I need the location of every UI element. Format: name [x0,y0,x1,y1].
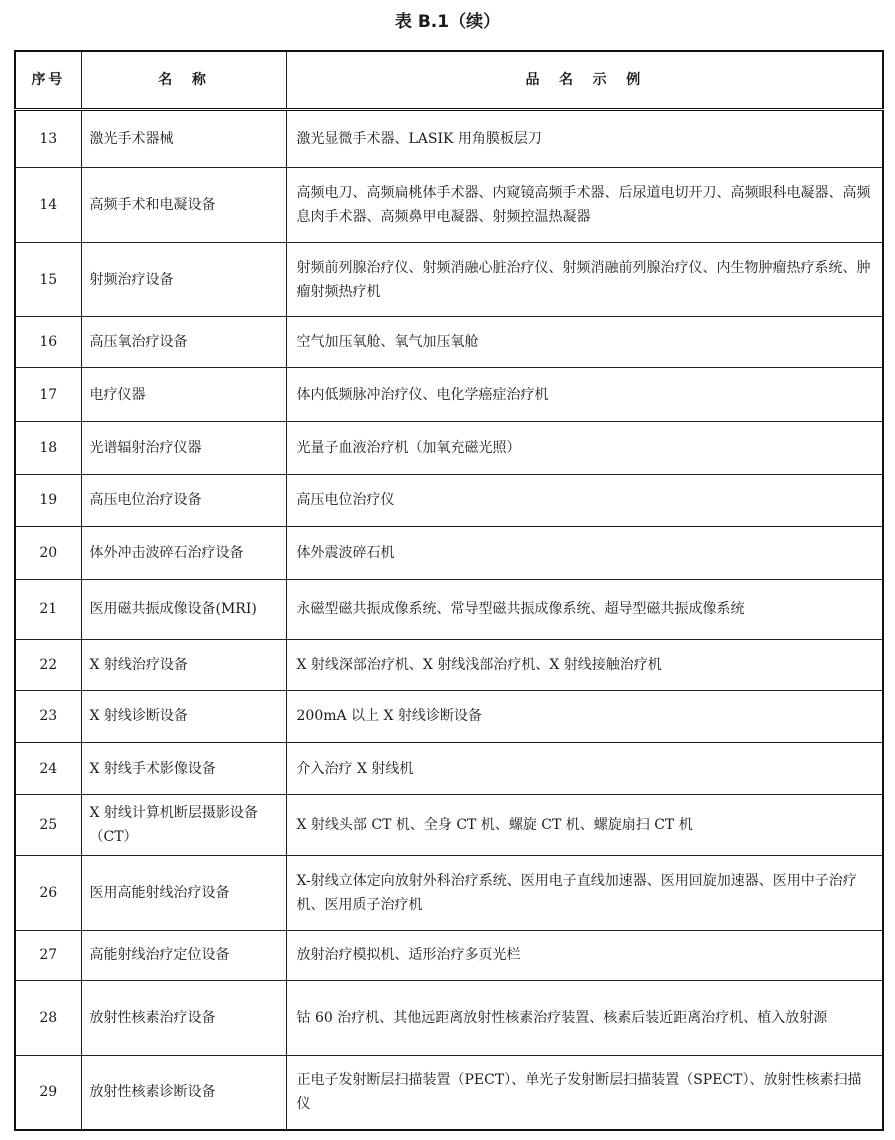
row-index: 14 [15,168,81,243]
table-row [15,474,883,526]
row-name: 高能射线治疗定位设备 [81,930,286,980]
row-name: 高频手术和电凝设备 [81,168,286,243]
table-row [15,795,883,856]
row-name: 放射性核素治疗设备 [81,981,286,1056]
row-name: X 射线诊断设备 [81,690,286,742]
row-index: 24 [15,743,81,795]
row-name: 医用磁共振成像设备(MRI) [81,579,286,640]
table-row [15,422,883,474]
header-name: 名 称 [81,51,286,109]
row-name: 激光手术器械 [81,109,286,168]
row-index: 29 [15,1055,81,1130]
row-name: X 射线治疗设备 [81,640,286,690]
row-examples: 200mA 以上 X 射线诊断设备 [286,690,883,742]
table-row [15,743,883,795]
row-name: 电疗仪器 [81,367,286,421]
table-row [15,856,883,931]
row-name: 高压氧治疗设备 [81,317,286,367]
row-examples: 高频电刀、高频扁桃体手术器、内窥镜高频手术器、后尿道电切开刀、高频眼科电凝器、高频息肉手术器、高频鼻甲电凝器、射频控温热凝器 [286,168,883,243]
row-examples: 激光显微手术器、LASIK 用角膜板层刀 [286,109,883,168]
row-examples: 光量子血液治疗机（加氧充磁光照） [286,422,883,474]
row-name: 射频治疗设备 [81,242,286,317]
header-index: 序号 [15,51,81,109]
row-examples: 高压电位治疗仪 [286,474,883,526]
table-row [15,527,883,579]
row-name: 光谱辐射治疗仪器 [81,422,286,474]
table-row [15,317,883,367]
row-examples: 空气加压氧舱、氧气加压氧舱 [286,317,883,367]
table-row [15,930,883,980]
product-table [14,50,884,1131]
row-index: 15 [15,242,81,317]
row-name: 医用高能射线治疗设备 [81,856,286,931]
row-index: 18 [15,422,81,474]
table-header-row [15,51,883,109]
row-index: 27 [15,930,81,980]
table-row [15,981,883,1056]
row-examples: 永磁型磁共振成像系统、常导型磁共振成像系统、超导型磁共振成像系统 [286,579,883,640]
row-examples: X 射线深部治疗机、X 射线浅部治疗机、X 射线接触治疗机 [286,640,883,690]
row-index: 25 [15,795,81,856]
table-row [15,168,883,243]
row-examples: 钴 60 治疗机、其他远距离放射性核素治疗装置、核素后装近距离治疗机、植入放射源 [286,981,883,1056]
row-index: 23 [15,690,81,742]
table-title: 表 B.1（续） [394,12,501,32]
table-row [15,367,883,421]
row-examples: 放射治疗模拟机、适形治疗多页光栏 [286,930,883,980]
row-index: 26 [15,856,81,931]
row-index: 16 [15,317,81,367]
table-row [15,579,883,640]
header-examples: 品 名 示 例 [286,51,883,109]
row-index: 19 [15,474,81,526]
row-index: 28 [15,981,81,1056]
row-examples: X 射线头部 CT 机、全身 CT 机、螺旋 CT 机、螺旋扇扫 CT 机 [286,795,883,856]
row-examples: 介入治疗 X 射线机 [286,743,883,795]
row-examples: 体内低频脉冲治疗仪、电化学癌症治疗机 [286,367,883,421]
row-name: 放射性核素诊断设备 [81,1055,286,1130]
row-examples: 射频前列腺治疗仪、射频消融心脏治疗仪、射频消融前列腺治疗仪、内生物肿瘤热疗系统、肿瘤射频热疗机 [286,242,883,317]
row-index: 22 [15,640,81,690]
table-row [15,640,883,690]
row-examples: 体外震波碎石机 [286,527,883,579]
row-index: 13 [15,109,81,168]
table-row [15,109,883,168]
row-index: 20 [15,527,81,579]
row-index: 17 [15,367,81,421]
row-examples: 正电子发射断层扫描装置（PECT）、单光子发射断层扫描装置（SPECT）、放射性核素扫描仪 [286,1055,883,1130]
row-name: X 射线手术影像设备 [81,743,286,795]
table-row [15,1055,883,1130]
row-name: 高压电位治疗设备 [81,474,286,526]
row-examples: X-射线立体定向放射外科治疗系统、医用电子直线加速器、医用回旋加速器、医用中子治疗机、医用质子治疗机 [286,856,883,931]
row-name: X 射线计算机断层摄影设备（CT） [81,795,286,856]
row-name: 体外冲击波碎石治疗设备 [81,527,286,579]
table-row [15,690,883,742]
table-row [15,242,883,317]
row-index: 21 [15,579,81,640]
